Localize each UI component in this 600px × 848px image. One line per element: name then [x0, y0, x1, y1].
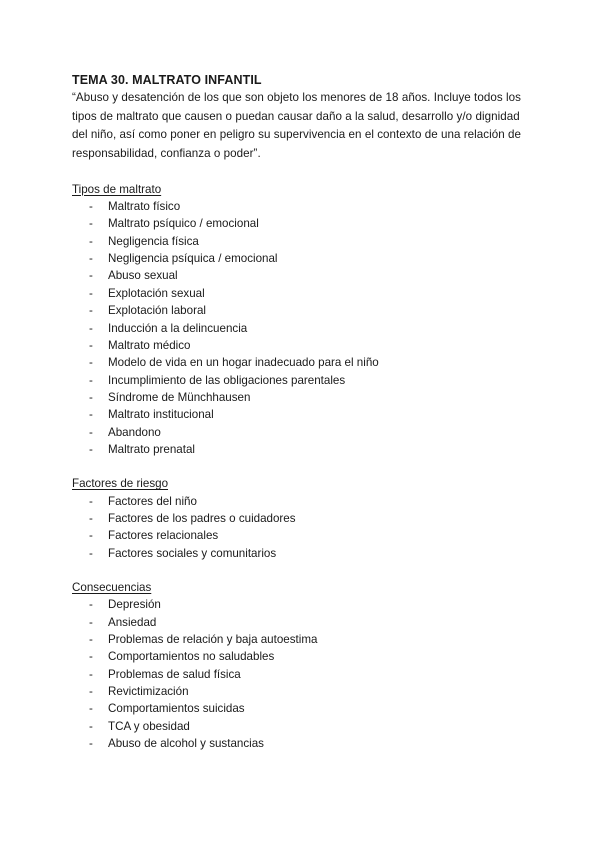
bullet-dash: -	[89, 200, 93, 214]
list-item	[72, 614, 532, 631]
bullet-dash: -	[89, 425, 93, 439]
list-item-text: Factores sociales y comunitarios	[108, 546, 277, 560]
list-item	[72, 510, 532, 527]
list-item-text: Revictimización	[108, 684, 189, 698]
list-item	[72, 337, 532, 354]
list-item	[72, 198, 532, 215]
list-item-text: Maltrato médico	[108, 338, 191, 352]
list-item	[72, 441, 532, 458]
bullet-dash: -	[89, 321, 93, 335]
list-item-text: Factores de los padres o cuidadores	[108, 511, 296, 525]
list-item-text: Problemas de salud física	[108, 667, 241, 681]
bullet-dash: -	[89, 442, 93, 456]
bullet-dash: -	[89, 650, 93, 664]
bullet-dash: -	[89, 252, 93, 266]
bullet-dash: -	[89, 408, 93, 422]
section-heading: Factores de riesgo	[72, 477, 169, 491]
bullet-dash: -	[89, 338, 93, 352]
list-item	[72, 424, 532, 441]
bullet-dash: -	[89, 217, 93, 231]
list-item-text: Síndrome de Münchhausen	[108, 390, 251, 404]
bullet-dash: -	[89, 356, 93, 370]
bullet-dash: -	[89, 632, 93, 646]
list-item-text: Maltrato psíquico / emocional	[108, 217, 259, 231]
bullet-dash: -	[89, 304, 93, 318]
list-item	[72, 648, 532, 665]
section-heading: Consecuencias	[72, 580, 152, 594]
bullet-dash: -	[89, 494, 93, 508]
bullet-dash: -	[89, 736, 93, 750]
bullet-dash: -	[89, 719, 93, 733]
bullet-list	[72, 596, 532, 752]
bullet-dash: -	[89, 684, 93, 698]
list-item	[72, 302, 532, 319]
bullet-list	[72, 493, 532, 562]
list-item-text: Modelo de vida en un hogar inadecuado para el niño	[108, 356, 379, 370]
bullet-list	[72, 198, 532, 458]
list-item	[72, 372, 532, 389]
bullet-dash: -	[89, 286, 93, 300]
list-item-text: Maltrato institucional	[108, 408, 214, 422]
list-item	[72, 718, 532, 735]
list-item-text: Ansiedad	[108, 615, 157, 629]
list-item-text: Negligencia física	[108, 234, 199, 248]
bullet-dash: -	[89, 615, 93, 629]
list-item	[72, 700, 532, 717]
list-item	[72, 406, 532, 423]
bullet-dash: -	[89, 373, 93, 387]
list-item-text: Explotación sexual	[108, 286, 205, 300]
section-1	[72, 475, 532, 562]
list-item-text: Problemas de relación y baja autoestima	[108, 632, 318, 646]
list-item-text: TCA y obesidad	[108, 719, 190, 733]
bullet-dash: -	[89, 529, 93, 543]
bullet-dash: -	[89, 546, 93, 560]
list-item-text: Maltrato prenatal	[108, 442, 195, 456]
list-item-text: Abandono	[108, 425, 161, 439]
list-item	[72, 354, 532, 371]
list-item	[72, 683, 532, 700]
list-item-text: Comportamientos suicidas	[108, 702, 245, 716]
list-item	[72, 545, 532, 562]
list-item-text: Explotación laboral	[108, 304, 206, 318]
list-item-text: Factores del niño	[108, 494, 197, 508]
document-page	[72, 71, 532, 752]
list-item-text: Depresión	[108, 598, 161, 612]
list-item	[72, 233, 532, 250]
list-item-text: Abuso sexual	[108, 269, 178, 283]
bullet-dash: -	[89, 511, 93, 525]
list-item-text: Negligencia psíquica / emocional	[108, 252, 278, 266]
bullet-dash: -	[89, 702, 93, 716]
section-heading: Tipos de maltrato	[72, 182, 162, 196]
list-item	[72, 267, 532, 284]
bullet-dash: -	[89, 598, 93, 612]
list-item	[72, 250, 532, 267]
list-item	[72, 389, 532, 406]
bullet-dash: -	[89, 269, 93, 283]
list-item-text: Abuso de alcohol y sustancias	[108, 736, 264, 750]
bullet-dash: -	[89, 390, 93, 404]
list-item	[72, 493, 532, 510]
list-item-text: Comportamientos no saludables	[108, 650, 275, 664]
list-item-text: Maltrato físico	[108, 200, 181, 214]
bullet-dash: -	[89, 234, 93, 248]
section-0	[72, 181, 532, 458]
list-item	[72, 735, 532, 752]
list-item	[72, 666, 532, 683]
list-item	[72, 285, 532, 302]
intro-paragraph: “Abuso y desatención de los que son objeto los menores de 18 años. Incluye todos los tipos de maltrato que causen o puedan causar daño a la salud, desarrollo y/o dignidad del niño, así como poner en peligro su supervivencia en el contexto de una relación de responsabilidad, confianza o poder”.	[72, 91, 522, 161]
document-title: TEMA 30. MALTRATO INFANTIL	[72, 73, 262, 87]
list-item	[72, 527, 532, 544]
list-item-text: Inducción a la delincuencia	[108, 321, 248, 335]
list-item-text: Factores relacionales	[108, 529, 219, 543]
list-item	[72, 596, 532, 613]
section-2	[72, 579, 532, 752]
sections-container	[72, 181, 532, 753]
list-item	[72, 631, 532, 648]
bullet-dash: -	[89, 667, 93, 681]
list-item	[72, 215, 532, 232]
list-item-text: Incumplimiento de las obligaciones parentales	[108, 373, 346, 387]
list-item	[72, 320, 532, 337]
